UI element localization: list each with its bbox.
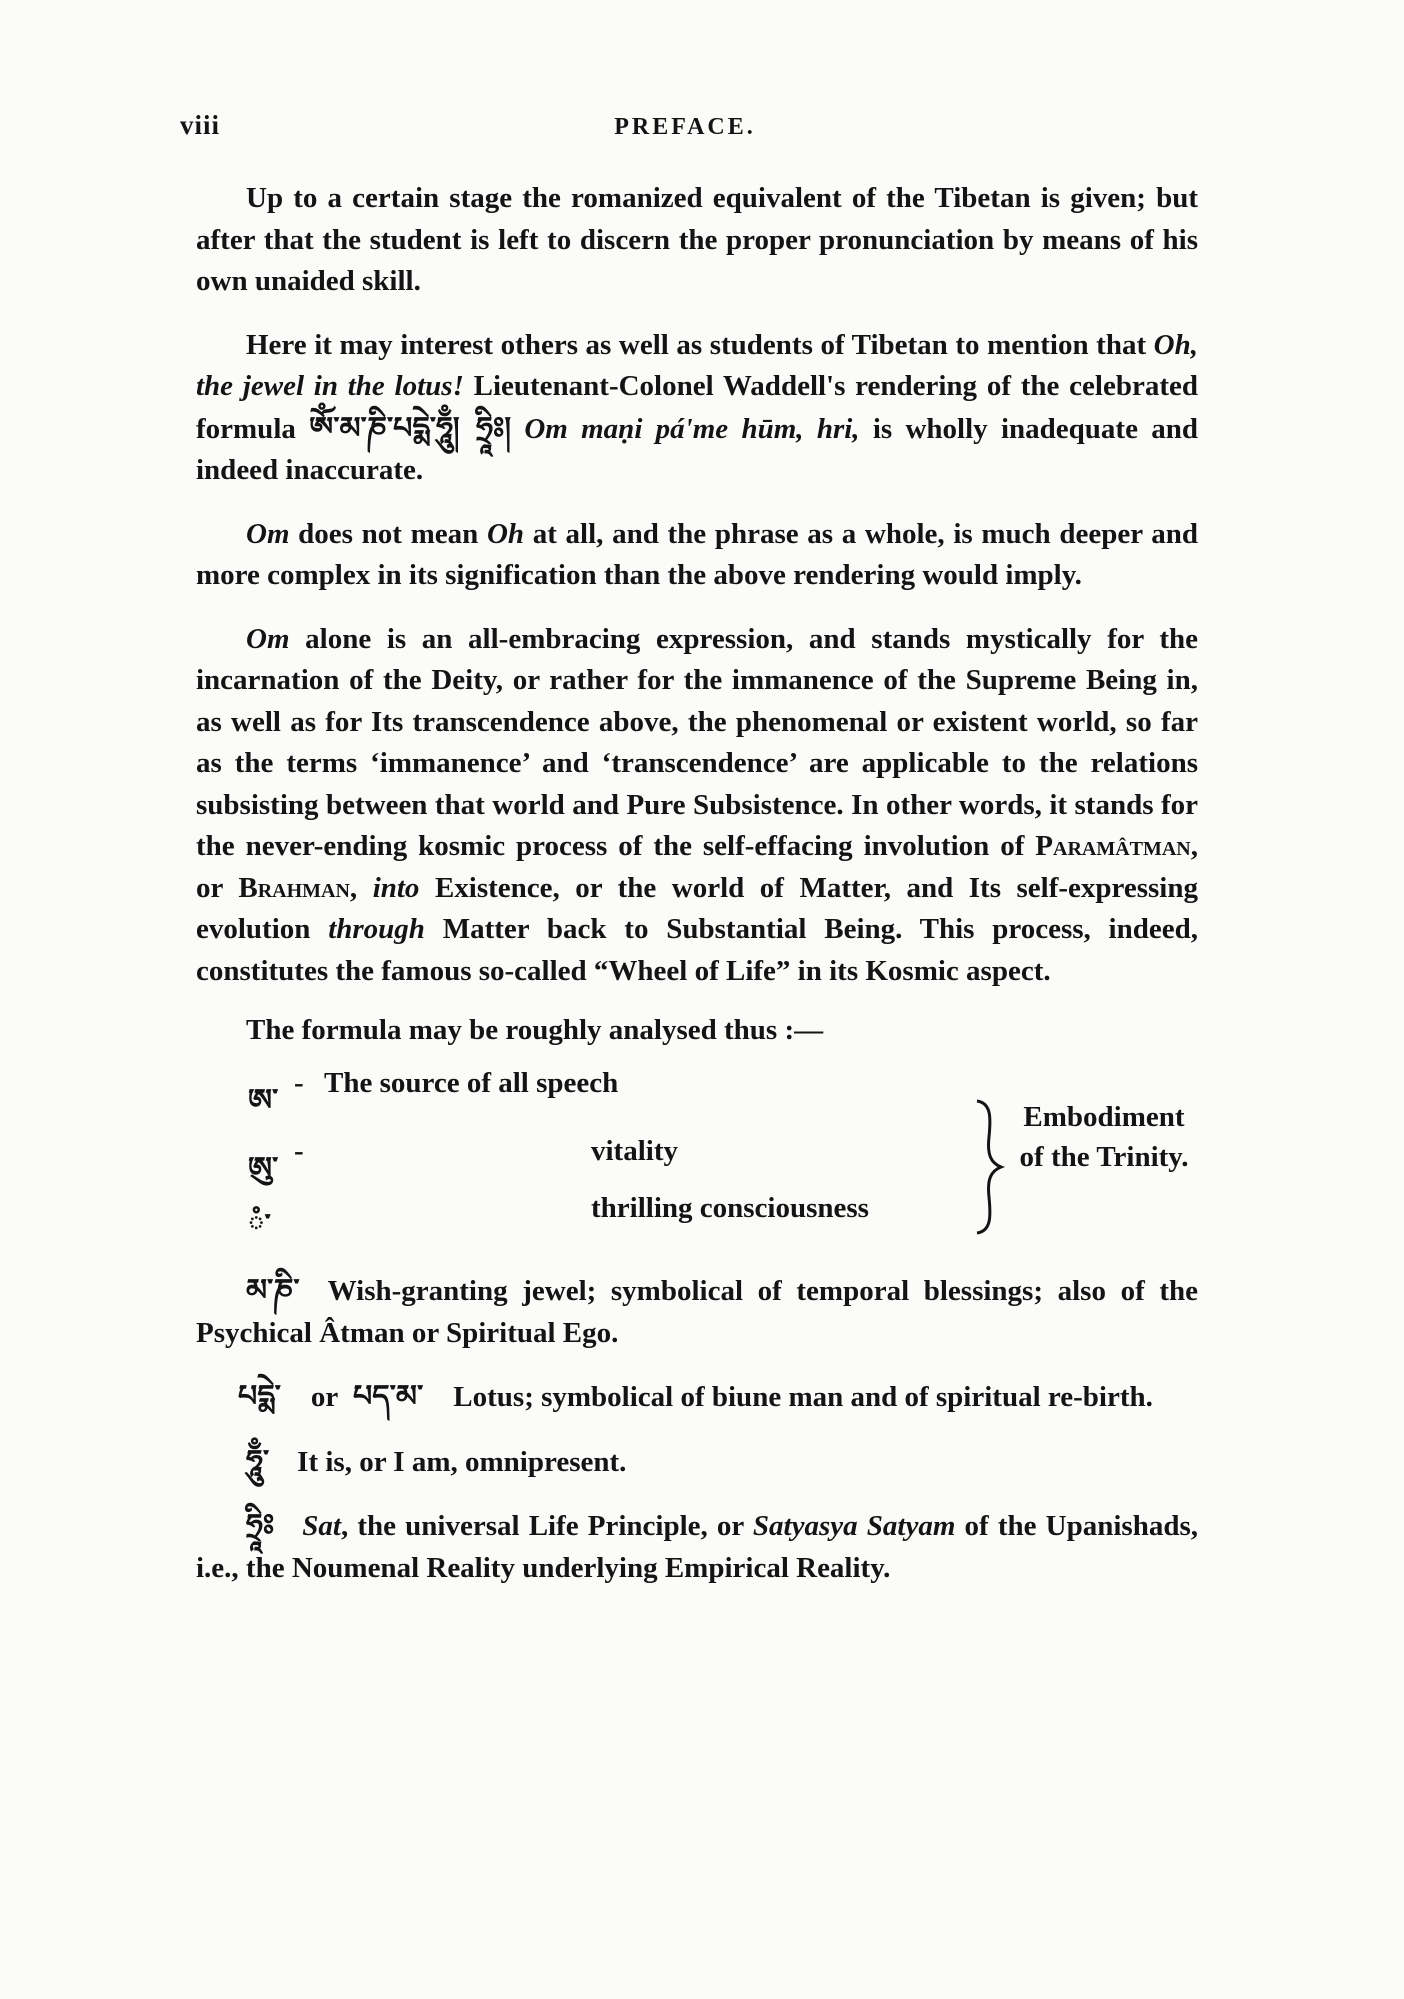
- gloss-padme: [196, 1376, 1198, 1419]
- meaning-consciousness: thrilling consciousness: [591, 1192, 869, 1224]
- running-head: [180, 110, 1190, 150]
- page-number: viii: [180, 110, 221, 140]
- meaning-speech: The source of all speech: [324, 1067, 619, 1099]
- gloss-or: or: [310, 1381, 338, 1413]
- term-padme: པདྨེ་: [238, 1379, 281, 1414]
- syllable-m: ཾ་: [248, 1208, 271, 1243]
- term-sat: Sat: [302, 1510, 341, 1542]
- gloss-text: Wish-granting jewel; symbolical of temporal blessings; also of the Psychical Âtman or Spiritual Ego.: [196, 1275, 1198, 1349]
- text-run: does not mean: [289, 517, 487, 550]
- paragraph-om-meaning: [196, 514, 1198, 597]
- trinity-label: Embodiment of the Trinity.: [1019, 1101, 1189, 1173]
- term-brahman: Brahman: [238, 871, 350, 904]
- gloss-text: It is, or I am, omnipresent.: [297, 1445, 627, 1478]
- term-om: Om: [246, 622, 290, 655]
- gloss-hum: [196, 1441, 1198, 1484]
- term-paramatman: Paramâtman: [1035, 830, 1191, 862]
- term-hum: ཧཱུྃ་: [246, 1443, 270, 1479]
- term-hri: ཧྲཱིཿ: [246, 1508, 275, 1543]
- dash: -: [294, 1067, 304, 1099]
- syllable-a: ཨ་: [248, 1083, 279, 1118]
- term-satyasya-satyam: Satyasya Satyam: [752, 1510, 956, 1542]
- curly-brace-icon: [969, 1097, 1009, 1237]
- dash: -: [294, 1135, 304, 1167]
- term-om: Om: [246, 517, 290, 550]
- gloss-text: of the Upanishads, i.e., the Noumenal Reality underlying Empirical Reality.: [196, 1510, 1198, 1584]
- text-run: at all, and the phrase as a whole, is much deeper and more complex in its signification than the above rendering would imply.: [196, 517, 1198, 591]
- gloss-hri: [196, 1505, 1198, 1589]
- text-run: Here it may interest others as well as students of Tibetan to mention that: [246, 328, 1154, 361]
- gloss-text: , the universal Life Principle, or: [340, 1510, 753, 1542]
- gloss-text: Lotus; symbolical of biune man and of spiritual re-birth.: [453, 1381, 1153, 1413]
- text-block: [196, 178, 1198, 1611]
- paragraph-romanization: Up to a certain stage the romanized equivalent of the Tibetan is given; but after that the student is left to discern the proper pronunciation by means of his own unaided skill.: [196, 182, 1198, 297]
- paragraph-waddell: [196, 325, 1198, 492]
- tibetan-formula: ཨོཾ་མ་ཎི་པདྨེ་ཧཱུྃ། ཧྲཱིཿ།: [309, 410, 512, 446]
- term-oh: Oh: [486, 517, 525, 550]
- term-padma: པད་མ་: [353, 1379, 424, 1414]
- romanized-formula: Om maṇi pá'me hūm, hri,: [524, 412, 860, 445]
- running-title: PREFACE.: [614, 114, 756, 140]
- term-into: into: [372, 871, 420, 904]
- quoted-translation: Oh, the jewel in the lotus!: [196, 328, 1198, 402]
- formula-analysis: [196, 1067, 1198, 1242]
- text-run: alone is an all-embracing expression, and stands mystically for the incarnation of the Deity, or rather for the immanence of the Supreme Being in, as well as for Its transcendence above, the phenomenal or existent world, so far as the terms ‘immanence’ and ‘transcendence’ are applicable to the relations subsisting between that world and Pure Subsistence. In other words, it stands for the never-ending kosmic process of the self-effacing involution of: [196, 622, 1198, 862]
- term-through: through: [328, 913, 425, 945]
- text-run: ,: [349, 871, 373, 904]
- text-run: is wholly inadequate and indeed inaccurate.: [196, 412, 1199, 486]
- meaning-vitality: vitality: [591, 1135, 678, 1167]
- text-run: Existence, or the world of Matter, and Its self-expressing evolution: [196, 871, 1198, 945]
- text-run: Lieutenant-Colonel Waddell's rendering of the celebrated formula: [196, 370, 1198, 445]
- paragraph-om-expression: [196, 619, 1198, 993]
- trinity-bracket: [969, 1097, 1199, 1237]
- gloss-mani: [196, 1270, 1198, 1354]
- term-mani: མ་ཎི་: [246, 1273, 300, 1308]
- syllable-u: ཨུ་: [248, 1151, 279, 1186]
- formula-intro: The formula may be roughly analysed thus :—: [246, 1014, 824, 1046]
- text-run: , or: [196, 830, 1198, 904]
- text-run: Matter back to Substantial Being. This process, indeed, constitutes the famous so-called “Wheel of Life” in its Kosmic aspect.: [196, 913, 1198, 987]
